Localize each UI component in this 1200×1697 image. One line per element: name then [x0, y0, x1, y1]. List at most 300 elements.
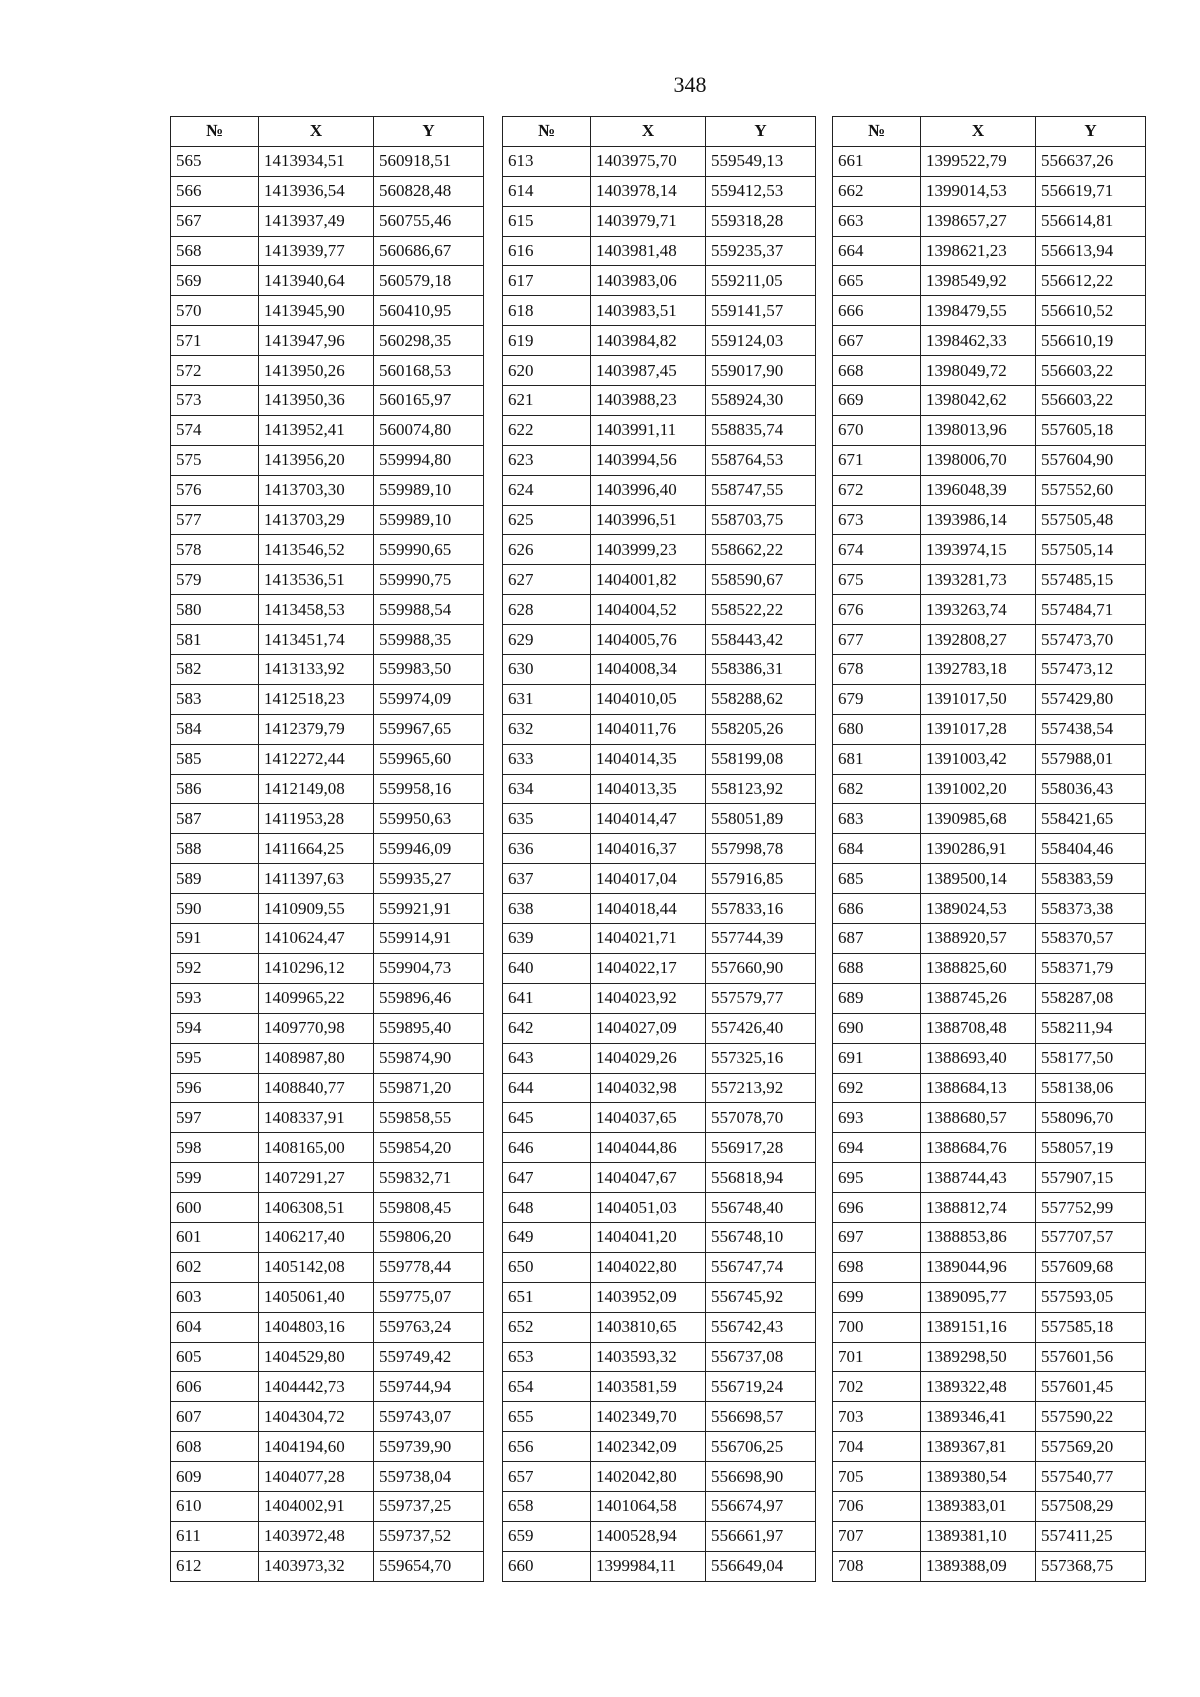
table-row: [503, 1282, 816, 1312]
cell-num: 696: [833, 1193, 921, 1223]
cell-y: 559549,13: [706, 146, 816, 176]
cell-y: 556917,28: [706, 1133, 816, 1163]
table-row: [171, 356, 484, 386]
cell-y: 559958,16: [374, 774, 484, 804]
cell-y: 558288,62: [706, 684, 816, 714]
cell-num: 687: [833, 924, 921, 954]
cell-x: 1388825,60: [921, 953, 1036, 983]
cell-num: 648: [503, 1193, 591, 1223]
cell-x: 1403981,48: [591, 236, 706, 266]
cell-x: 1404022,17: [591, 953, 706, 983]
cell-num: 636: [503, 834, 591, 864]
cell-y: 559989,10: [374, 475, 484, 505]
cell-y: 558764,53: [706, 445, 816, 475]
coordinate-tables: [170, 116, 1145, 1574]
table-row: [171, 386, 484, 416]
cell-y: 559965,60: [374, 744, 484, 774]
cell-x: 1404047,67: [591, 1163, 706, 1193]
cell-num: 602: [171, 1252, 259, 1282]
cell-num: 671: [833, 445, 921, 475]
cell-x: 1412272,44: [259, 744, 374, 774]
cell-x: 1391003,42: [921, 744, 1036, 774]
cell-num: 646: [503, 1133, 591, 1163]
table-row: [503, 296, 816, 326]
cell-num: 574: [171, 415, 259, 445]
cell-num: 631: [503, 684, 591, 714]
cell-num: 606: [171, 1372, 259, 1402]
cell-y: 557593,05: [1036, 1282, 1146, 1312]
cell-num: 572: [171, 356, 259, 386]
cell-num: 680: [833, 714, 921, 744]
cell-x: 1411664,25: [259, 834, 374, 864]
cell-y: 557907,15: [1036, 1163, 1146, 1193]
header-x: X: [921, 117, 1036, 147]
cell-y: 556748,40: [706, 1193, 816, 1223]
table-header-row: [171, 117, 484, 147]
cell-y: 559318,28: [706, 206, 816, 236]
table-row: [833, 176, 1146, 206]
table-row: [171, 1163, 484, 1193]
cell-y: 556612,22: [1036, 266, 1146, 296]
cell-num: 578: [171, 535, 259, 565]
cell-x: 1399522,79: [921, 146, 1036, 176]
table-row: [503, 475, 816, 505]
table-row: [171, 1043, 484, 1073]
cell-y: 559739,90: [374, 1432, 484, 1462]
table-row: [833, 1462, 1146, 1492]
cell-x: 1413703,30: [259, 475, 374, 505]
cell-y: 557660,90: [706, 953, 816, 983]
cell-num: 679: [833, 684, 921, 714]
cell-x: 1404014,35: [591, 744, 706, 774]
cell-y: 556603,22: [1036, 386, 1146, 416]
table-row: [833, 774, 1146, 804]
cell-x: 1411397,63: [259, 864, 374, 894]
cell-num: 596: [171, 1073, 259, 1103]
cell-y: 559806,20: [374, 1222, 484, 1252]
cell-num: 677: [833, 625, 921, 655]
cell-num: 707: [833, 1521, 921, 1551]
cell-num: 583: [171, 684, 259, 714]
cell-y: 559854,20: [374, 1133, 484, 1163]
cell-y: 556719,24: [706, 1372, 816, 1402]
table-row: [503, 1163, 816, 1193]
cell-x: 1403987,45: [591, 356, 706, 386]
table-row: [833, 266, 1146, 296]
table-row: [171, 1342, 484, 1372]
coordinate-table-3: [832, 116, 1146, 1582]
cell-y: 559946,09: [374, 834, 484, 864]
cell-num: 622: [503, 415, 591, 445]
header-x: X: [259, 117, 374, 147]
cell-y: 559778,44: [374, 1252, 484, 1282]
table-row: [503, 1013, 816, 1043]
cell-x: 1407291,27: [259, 1163, 374, 1193]
table-row: [833, 505, 1146, 535]
cell-num: 644: [503, 1073, 591, 1103]
cell-y: 557429,80: [1036, 684, 1146, 714]
table-row: [833, 236, 1146, 266]
cell-y: 559990,75: [374, 565, 484, 595]
table-row: [171, 1551, 484, 1581]
table-row: [171, 1073, 484, 1103]
cell-x: 1389367,81: [921, 1432, 1036, 1462]
cell-x: 1404018,44: [591, 894, 706, 924]
cell-num: 642: [503, 1013, 591, 1043]
table-row: [833, 744, 1146, 774]
cell-x: 1388708,48: [921, 1013, 1036, 1043]
cell-x: 1403979,71: [591, 206, 706, 236]
cell-num: 674: [833, 535, 921, 565]
cell-x: 1388684,76: [921, 1133, 1036, 1163]
cell-y: 556747,74: [706, 1252, 816, 1282]
header-num: №: [171, 117, 259, 147]
cell-y: 558522,22: [706, 595, 816, 625]
cell-y: 559124,03: [706, 326, 816, 356]
table-row: [171, 1312, 484, 1342]
cell-y: 559967,65: [374, 714, 484, 744]
cell-num: 649: [503, 1222, 591, 1252]
cell-y: 559744,94: [374, 1372, 484, 1402]
cell-num: 567: [171, 206, 259, 236]
table-row: [171, 266, 484, 296]
cell-y: 559775,07: [374, 1282, 484, 1312]
cell-x: 1404032,98: [591, 1073, 706, 1103]
cell-x: 1408840,77: [259, 1073, 374, 1103]
cell-num: 598: [171, 1133, 259, 1163]
cell-num: 703: [833, 1402, 921, 1432]
cell-y: 558386,31: [706, 655, 816, 685]
cell-num: 632: [503, 714, 591, 744]
cell-x: 1413952,41: [259, 415, 374, 445]
table-row: [833, 1521, 1146, 1551]
cell-y: 559983,50: [374, 655, 484, 685]
cell-y: 557485,15: [1036, 565, 1146, 595]
cell-num: 569: [171, 266, 259, 296]
table-row: [171, 655, 484, 685]
cell-y: 559974,09: [374, 684, 484, 714]
cell-x: 1403996,40: [591, 475, 706, 505]
cell-y: 557601,56: [1036, 1342, 1146, 1372]
table-header-row: [833, 117, 1146, 147]
cell-y: 559895,40: [374, 1013, 484, 1043]
cell-y: 559858,55: [374, 1103, 484, 1133]
cell-y: 556745,92: [706, 1282, 816, 1312]
cell-num: 610: [171, 1491, 259, 1521]
cell-y: 559874,90: [374, 1043, 484, 1073]
cell-x: 1399014,53: [921, 176, 1036, 206]
cell-x: 1403952,09: [591, 1282, 706, 1312]
cell-x: 1389346,41: [921, 1402, 1036, 1432]
table-row: [503, 595, 816, 625]
table-row: [503, 1521, 816, 1551]
cell-y: 559737,25: [374, 1491, 484, 1521]
cell-y: 559871,20: [374, 1073, 484, 1103]
cell-x: 1389044,96: [921, 1252, 1036, 1282]
cell-y: 560828,48: [374, 176, 484, 206]
cell-x: 1389388,09: [921, 1551, 1036, 1581]
cell-x: 1398657,27: [921, 206, 1036, 236]
cell-x: 1393281,73: [921, 565, 1036, 595]
cell-x: 1403581,59: [591, 1372, 706, 1402]
table-row: [503, 864, 816, 894]
table-row: [171, 236, 484, 266]
cell-y: 559914,91: [374, 924, 484, 954]
table-row: [171, 953, 484, 983]
cell-num: 654: [503, 1372, 591, 1402]
cell-x: 1390985,68: [921, 804, 1036, 834]
table-row: [171, 505, 484, 535]
cell-y: 557604,90: [1036, 445, 1146, 475]
cell-y: 557368,75: [1036, 1551, 1146, 1581]
table-row: [171, 146, 484, 176]
cell-num: 692: [833, 1073, 921, 1103]
cell-x: 1403593,32: [591, 1342, 706, 1372]
table-row: [833, 804, 1146, 834]
cell-x: 1404077,28: [259, 1462, 374, 1492]
cell-y: 560074,80: [374, 415, 484, 445]
cell-x: 1413451,74: [259, 625, 374, 655]
table-row: [833, 655, 1146, 685]
cell-x: 1389381,10: [921, 1521, 1036, 1551]
cell-x: 1404529,80: [259, 1342, 374, 1372]
cell-x: 1404803,16: [259, 1312, 374, 1342]
cell-x: 1404304,72: [259, 1402, 374, 1432]
cell-num: 626: [503, 535, 591, 565]
header-y: Y: [706, 117, 816, 147]
cell-num: 568: [171, 236, 259, 266]
cell-x: 1413936,54: [259, 176, 374, 206]
cell-x: 1413950,26: [259, 356, 374, 386]
cell-num: 695: [833, 1163, 921, 1193]
cell-y: 557505,48: [1036, 505, 1146, 535]
table-row: [833, 1013, 1146, 1043]
cell-y: 559763,24: [374, 1312, 484, 1342]
cell-x: 1408337,91: [259, 1103, 374, 1133]
cell-num: 629: [503, 625, 591, 655]
cell-y: 557916,85: [706, 864, 816, 894]
table-row: [171, 595, 484, 625]
cell-y: 557473,12: [1036, 655, 1146, 685]
cell-y: 556637,26: [1036, 146, 1146, 176]
cell-num: 617: [503, 266, 591, 296]
cell-y: 559211,05: [706, 266, 816, 296]
cell-x: 1398042,62: [921, 386, 1036, 416]
cell-y: 558370,57: [1036, 924, 1146, 954]
cell-y: 558177,50: [1036, 1043, 1146, 1073]
cell-num: 611: [171, 1521, 259, 1551]
cell-x: 1405061,40: [259, 1282, 374, 1312]
cell-x: 1413947,96: [259, 326, 374, 356]
cell-x: 1393263,74: [921, 595, 1036, 625]
table-row: [171, 1462, 484, 1492]
cell-x: 1398049,72: [921, 356, 1036, 386]
cell-y: 558096,70: [1036, 1103, 1146, 1133]
table-row: [503, 505, 816, 535]
table-row: [171, 1193, 484, 1223]
cell-num: 585: [171, 744, 259, 774]
cell-y: 557473,70: [1036, 625, 1146, 655]
cell-x: 1413945,90: [259, 296, 374, 326]
cell-y: 557438,54: [1036, 714, 1146, 744]
cell-x: 1388744,43: [921, 1163, 1036, 1193]
cell-num: 589: [171, 864, 259, 894]
cell-x: 1412149,08: [259, 774, 374, 804]
cell-y: 558211,94: [1036, 1013, 1146, 1043]
cell-y: 559808,45: [374, 1193, 484, 1223]
cell-y: 558057,19: [1036, 1133, 1146, 1163]
cell-num: 706: [833, 1491, 921, 1521]
table-row: [503, 1043, 816, 1073]
header-y: Y: [374, 117, 484, 147]
table-row: [503, 744, 816, 774]
table-row: [171, 1222, 484, 1252]
cell-num: 691: [833, 1043, 921, 1073]
cell-num: 608: [171, 1432, 259, 1462]
table-row: [833, 1252, 1146, 1282]
cell-num: 672: [833, 475, 921, 505]
cell-x: 1403972,48: [259, 1521, 374, 1551]
table-row: [503, 415, 816, 445]
cell-num: 566: [171, 176, 259, 206]
cell-x: 1404027,09: [591, 1013, 706, 1043]
cell-y: 558123,92: [706, 774, 816, 804]
cell-y: 557569,20: [1036, 1432, 1146, 1462]
cell-x: 1413956,20: [259, 445, 374, 475]
cell-y: 556619,71: [1036, 176, 1146, 206]
table-row: [503, 1342, 816, 1372]
cell-x: 1404029,26: [591, 1043, 706, 1073]
cell-num: 577: [171, 505, 259, 535]
cell-x: 1391002,20: [921, 774, 1036, 804]
table-row: [833, 565, 1146, 595]
table-row: [171, 983, 484, 1013]
cell-num: 625: [503, 505, 591, 535]
cell-num: 645: [503, 1103, 591, 1133]
cell-num: 601: [171, 1222, 259, 1252]
cell-num: 576: [171, 475, 259, 505]
cell-x: 1404011,76: [591, 714, 706, 744]
cell-x: 1404004,52: [591, 595, 706, 625]
cell-num: 635: [503, 804, 591, 834]
table-row: [503, 356, 816, 386]
cell-y: 559896,46: [374, 983, 484, 1013]
header-num: №: [503, 117, 591, 147]
cell-num: 640: [503, 953, 591, 983]
cell-num: 573: [171, 386, 259, 416]
cell-y: 560755,46: [374, 206, 484, 236]
cell-num: 682: [833, 774, 921, 804]
table-row: [833, 356, 1146, 386]
table-row: [171, 834, 484, 864]
table-row: [503, 326, 816, 356]
cell-y: 559994,80: [374, 445, 484, 475]
cell-y: 557078,70: [706, 1103, 816, 1133]
table-row: [171, 1521, 484, 1551]
cell-x: 1404005,76: [591, 625, 706, 655]
table-row: [833, 1312, 1146, 1342]
cell-x: 1406217,40: [259, 1222, 374, 1252]
table-row: [833, 415, 1146, 445]
table-row: [503, 1372, 816, 1402]
cell-x: 1398479,55: [921, 296, 1036, 326]
cell-x: 1388812,74: [921, 1193, 1036, 1223]
cell-x: 1403978,14: [591, 176, 706, 206]
cell-x: 1411953,28: [259, 804, 374, 834]
cell-num: 613: [503, 146, 591, 176]
cell-y: 558199,08: [706, 744, 816, 774]
table-row: [171, 326, 484, 356]
cell-num: 630: [503, 655, 591, 685]
coordinate-table-2: [502, 116, 816, 1582]
table-row: [503, 1491, 816, 1521]
cell-x: 1403994,56: [591, 445, 706, 475]
cell-y: 557833,16: [706, 894, 816, 924]
cell-num: 634: [503, 774, 591, 804]
table-row: [171, 924, 484, 954]
cell-x: 1389380,54: [921, 1462, 1036, 1492]
table-row: [833, 595, 1146, 625]
table-row: [503, 206, 816, 236]
cell-num: 593: [171, 983, 259, 1013]
cell-y: 558036,43: [1036, 774, 1146, 804]
cell-y: 559412,53: [706, 176, 816, 206]
table-row: [503, 924, 816, 954]
cell-y: 557484,71: [1036, 595, 1146, 625]
table-row: [833, 625, 1146, 655]
table-row: [833, 714, 1146, 744]
cell-y: 557213,92: [706, 1073, 816, 1103]
cell-num: 697: [833, 1222, 921, 1252]
cell-x: 1388680,57: [921, 1103, 1036, 1133]
table-row: [503, 1222, 816, 1252]
cell-y: 557605,18: [1036, 415, 1146, 445]
cell-x: 1389500,14: [921, 864, 1036, 894]
cell-x: 1404022,80: [591, 1252, 706, 1282]
cell-x: 1398549,92: [921, 266, 1036, 296]
cell-y: 556661,97: [706, 1521, 816, 1551]
cell-y: 557609,68: [1036, 1252, 1146, 1282]
cell-y: 560410,95: [374, 296, 484, 326]
cell-x: 1388684,13: [921, 1073, 1036, 1103]
cell-num: 647: [503, 1163, 591, 1193]
cell-x: 1413546,52: [259, 535, 374, 565]
cell-y: 556706,25: [706, 1432, 816, 1462]
cell-num: 565: [171, 146, 259, 176]
cell-num: 690: [833, 1013, 921, 1043]
cell-y: 560579,18: [374, 266, 484, 296]
cell-x: 1409770,98: [259, 1013, 374, 1043]
cell-y: 559921,91: [374, 894, 484, 924]
table-row: [503, 834, 816, 864]
table-row: [833, 1282, 1146, 1312]
cell-x: 1404014,47: [591, 804, 706, 834]
table-row: [503, 565, 816, 595]
cell-x: 1410624,47: [259, 924, 374, 954]
table-row: [171, 804, 484, 834]
cell-x: 1398013,96: [921, 415, 1036, 445]
table-row: [503, 386, 816, 416]
table-row: [503, 266, 816, 296]
table-row: [833, 1342, 1146, 1372]
cell-y: 558662,22: [706, 535, 816, 565]
cell-num: 661: [833, 146, 921, 176]
cell-num: 658: [503, 1491, 591, 1521]
table-row: [171, 1372, 484, 1402]
cell-num: 619: [503, 326, 591, 356]
cell-y: 559988,54: [374, 595, 484, 625]
table-row: [833, 1432, 1146, 1462]
